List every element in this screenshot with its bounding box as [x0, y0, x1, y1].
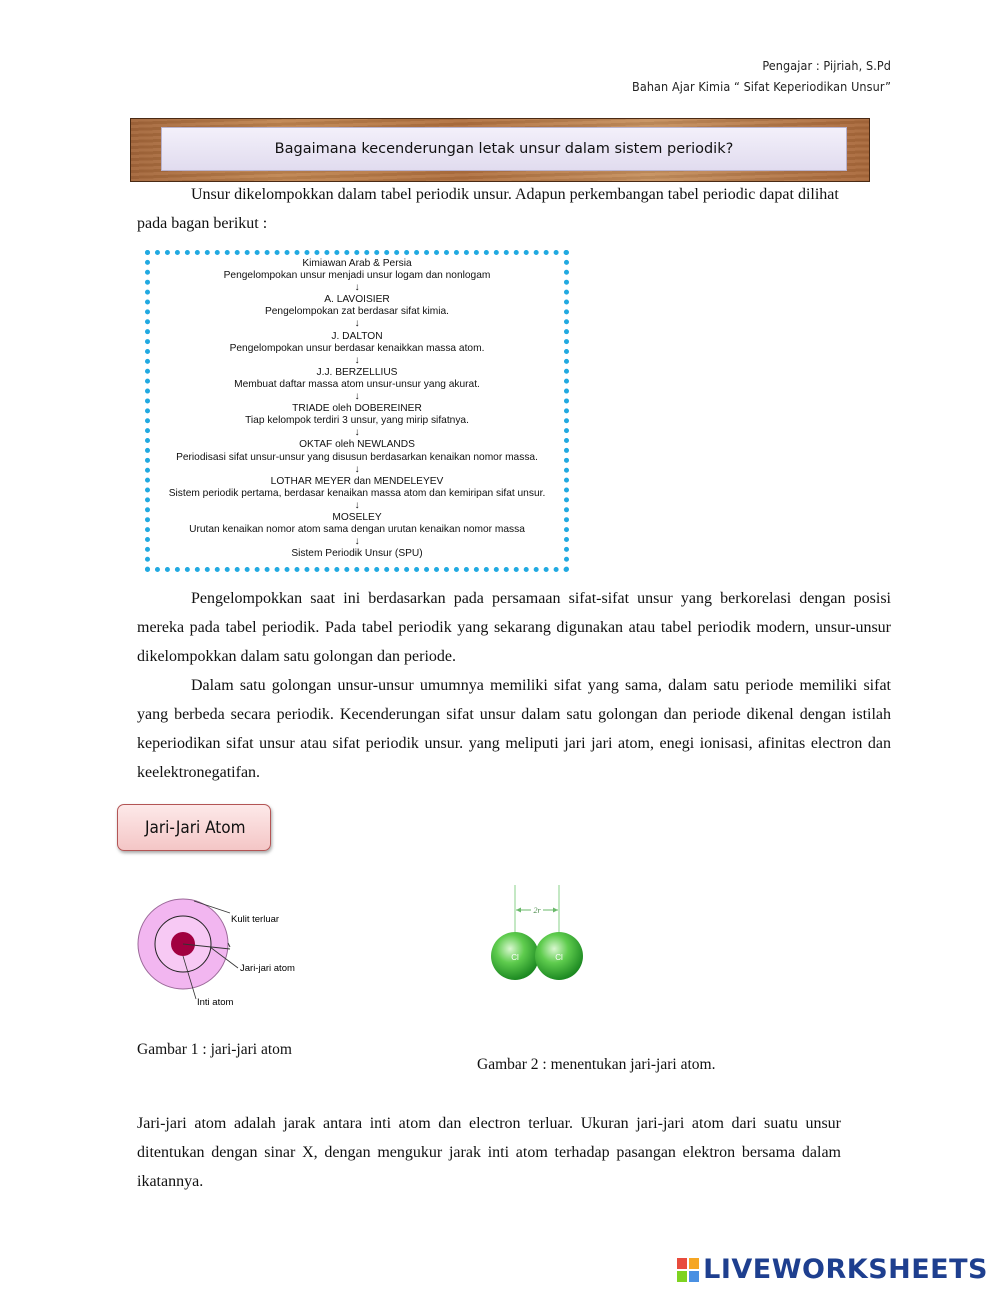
flowchart-line: Sistem periodik pertama, berdasar kenaikan massa atom dan kemiripan sifat unsur.: [168, 487, 546, 499]
grouping-paragraph: Pengelompokkan saat ini berdasarkan pada persamaan sifat-sifat unsur yang berkorelasi dengan posisi mereka pada tabel periodik. Pada tabel periodik yang sekarang digunakan atau tabel periodik modern, unsur-unsur dikelompokkan dalam satu golongan dan periode.: [137, 590, 891, 665]
label-nucleus: Inti atom: [197, 997, 234, 1008]
flowchart-arrow: ↓: [354, 282, 360, 294]
flowchart-line: Tiap kelompok terdiri 3 unsur, yang mirip sifatnya.: [245, 415, 469, 427]
flowchart-line: Pengelompokan unsur menjadi unsur logam dan nonlogam: [223, 270, 491, 282]
flowchart-line: Urutan kenaikan nomor atom sama dengan urutan kenaikan nomor massa: [189, 524, 525, 536]
flowchart-line: Kimiawan Arab & Persia: [302, 258, 412, 269]
section-tab-atomic-radius: Jari-Jari Atom: [117, 804, 271, 851]
liveworksheets-logo-icon: [677, 1258, 699, 1282]
flowchart-line: MOSELEY: [332, 511, 382, 523]
flowchart-line: Pengelompokan unsur berdasar kenaikkan massa atom.: [229, 342, 485, 354]
chlorine-molecule-diagram: [480, 880, 600, 990]
flowchart-arrow: ↓: [354, 391, 360, 403]
periodic-table-history-flowchart: [145, 250, 569, 572]
intro-paragraph: [137, 180, 891, 238]
flowchart-line: Periodisasi sifat unsur-unsur yang disusun berdasarkan kenaikan nomor massa.: [176, 451, 538, 463]
intro-line-1: Unsur dikelompokkan dalam tabel periodik unsur. Adapun perkembangan tabel periodic dapat dilihat: [191, 186, 839, 203]
flowchart-line: J.J. BERZELLIUS: [316, 366, 398, 378]
atom-radius-diagram: [130, 885, 330, 1015]
flowchart-line: J. DALTON: [331, 330, 383, 342]
chlorine-label-left: Cl: [511, 953, 519, 962]
liveworksheets-logo-text: LIVEWORKSHEETS: [703, 1254, 988, 1285]
flowchart-line: OKTAF oleh NEWLANDS: [299, 439, 415, 451]
intro-line-2: pada bagan berikut :: [137, 215, 268, 232]
figure-2-caption: Gambar 2 : menentukan jari-jari atom.: [477, 1056, 716, 1073]
flowchart-arrow: ↓: [354, 427, 360, 439]
label-outer-shell: Kulit terluar: [231, 914, 280, 925]
chlorine-label-right: Cl: [555, 953, 563, 962]
flowchart-arrow: ↓: [354, 536, 360, 548]
figure-1-caption: Gambar 1 : jari-jari atom: [137, 1041, 292, 1058]
flowchart-arrow: ↓: [354, 318, 360, 330]
document-subtitle: Bahan Ajar Kimia “ Sifat Keperiodikan Unsur”: [632, 79, 891, 94]
flowchart-line: Pengelompokan zat berdasar sifat kimia.: [264, 306, 450, 318]
teacher-name: Pengajar : Pijriah, S.Pd: [762, 58, 891, 73]
flowchart-arrow: ↓: [354, 499, 360, 511]
flowchart-line: LOTHAR MEYER dan MENDELEYEV: [270, 475, 444, 487]
flowchart-line: A. LAVOISIER: [324, 294, 390, 306]
periodic-properties-paragraph: Dalam satu golongan unsur-unsur umumnya memiliki sifat yang sama, dalam satu periode memiliki sifat yang berbeda secara periodik. Kecenderungan sifat unsur dalam satu golongan dan periode dikenal dengan istilah keperiodikan sifat unsur atau sifat periodik unsur. yang meliputi jari jari atom, enegi ionisasi, afinitas electron dan keelektronegatifan.: [137, 677, 891, 781]
label-2r: 2r: [533, 906, 541, 915]
flowchart-line: Sistem Periodik Unsur (SPU): [291, 548, 423, 560]
flowchart-line: TRIADE oleh DOBEREINER: [292, 403, 422, 415]
liveworksheets-logo: [677, 1254, 988, 1285]
flowchart-arrow: ↓: [354, 354, 360, 366]
flowchart-line: Membuat daftar massa atom unsur-unsur yang akurat.: [234, 378, 480, 390]
question-banner: [130, 118, 870, 182]
label-atomic-radius: Jari-jari atom: [240, 963, 295, 974]
flowchart-arrow: ↓: [354, 463, 360, 475]
banner-question: Bagaimana kecenderungan letak unsur dalam sistem periodik?: [161, 127, 847, 171]
atomic-radius-definition: Jari-jari atom adalah jarak antara inti atom dan electron terluar. Ukuran jari-jari atom dari suatu unsur ditentukan dengan sinar X, dengan mengukur jarak inti atom terhadap pasangan elektron bersama dalam ikatannya.: [137, 1115, 841, 1190]
